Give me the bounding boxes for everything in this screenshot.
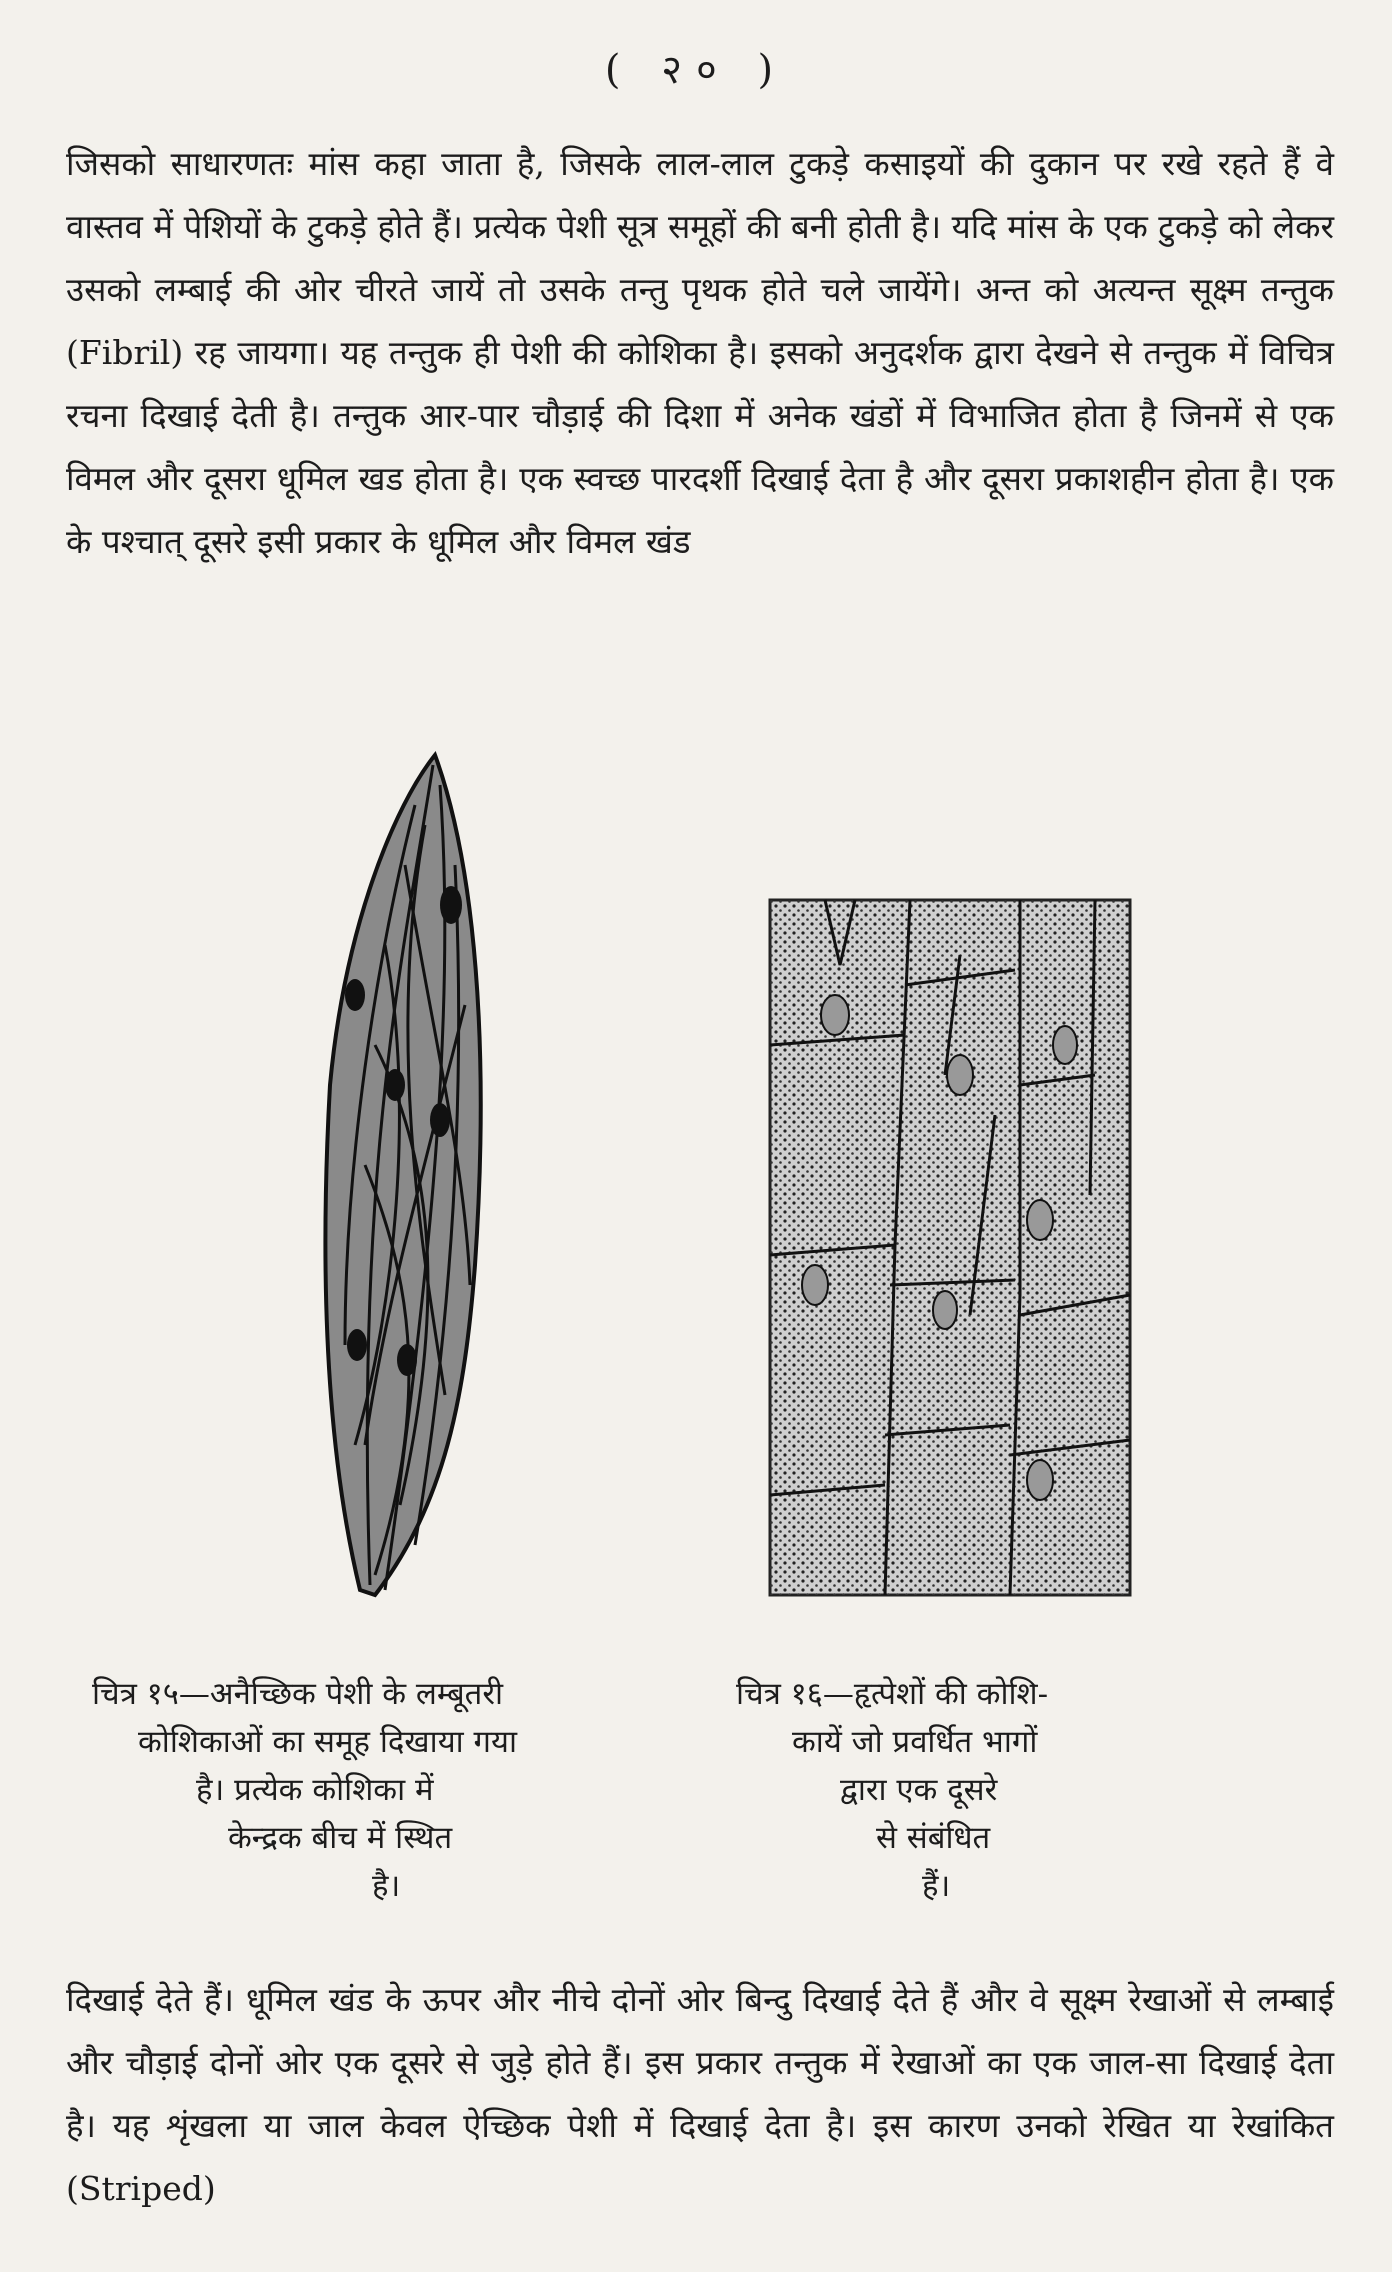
paragraph-bottom: दिखाई देते हैं। धूमिल खंड के ऊपर और नीचे दोनों ओर बिन्दु दिखाई देते हैं और वे सूक्ष्म रेखाओं से लम्बाई और चौड़ाई दोनों ओर एक दूसरे से जुड़े होते हैं। इस प्रकार तन्तुक में रेखाओं का एक जाल-सा दिखाई देता है। यह शृंखला या जाल केवल ऐच्छिक पेशी में दिखाई देता है। इस कारण उनको रेखित या रेखांकित (Striped) bbox=[66, 1980, 1334, 2208]
caption-line: केन्द्रक बीच में स्थित bbox=[228, 1820, 453, 1856]
caption-line: है। bbox=[372, 1868, 401, 1904]
caption-line: चित्र १५—अनैच्छिक पेशी के लम्बूतरी bbox=[92, 1676, 504, 1712]
caption-line: कोशिकाओं का समूह दिखाया गया bbox=[138, 1724, 518, 1760]
caption-line: से संबंधित bbox=[876, 1820, 991, 1856]
figure-15-smooth-muscle bbox=[315, 745, 495, 1605]
caption-line: कायें जो प्रवर्धित भागों bbox=[792, 1724, 1038, 1760]
caption-line: हैं। bbox=[922, 1868, 951, 1904]
figure-16-caption bbox=[736, 1670, 1236, 1910]
caption-line: चित्र १६—हृत्पेशों की कोशि- bbox=[736, 1676, 1049, 1712]
page-number: ( २० ) bbox=[604, 47, 788, 93]
caption-line: है। प्रत्येक कोशिका में bbox=[196, 1772, 434, 1808]
paragraph-top: जिसको साधारणतः मांस कहा जाता है, जिसके लाल-लाल टुकड़े कसाइयों की दुकान पर रखे रहते हैं वे वास्तव में पेशियों के टुकड़े होते हैं। प्रत्येक पेशी सूत्र समूहों की बनी होती है। यदि मांस के एक टुकड़े को लेकर उसको लम्बाई की ओर चीरते जायें तो उसके तन्तु पृथक होते चले जायेंगे। अन्त को अत्यन्त सूक्ष्म तन्तुक (Fibril) रह जायगा। यह तन्तुक ही पेशी की कोशिका है। इसको अनुदर्शक द्वारा देखने से तन्तुक में विचित्र रचना दिखाई देती है। तन्तुक आर-पार चौड़ाई की दिशा में अनेक खंडों में विभाजित होता है जिनमें से एक विमल और दूसरा धूमिल खड होता है। एक स्वच्छ पारदर्शी दिखाई देता है और दूसरा प्रकाशहीन होता है। एक के पश्चात् दूसरे इसी प्रकार के धूमिल और विमल खंड bbox=[66, 144, 1334, 561]
figure-15-caption bbox=[92, 1670, 702, 1910]
figure-16-cardiac-muscle bbox=[765, 895, 1135, 1600]
caption-line: द्वारा एक दूसरे bbox=[840, 1772, 998, 1808]
